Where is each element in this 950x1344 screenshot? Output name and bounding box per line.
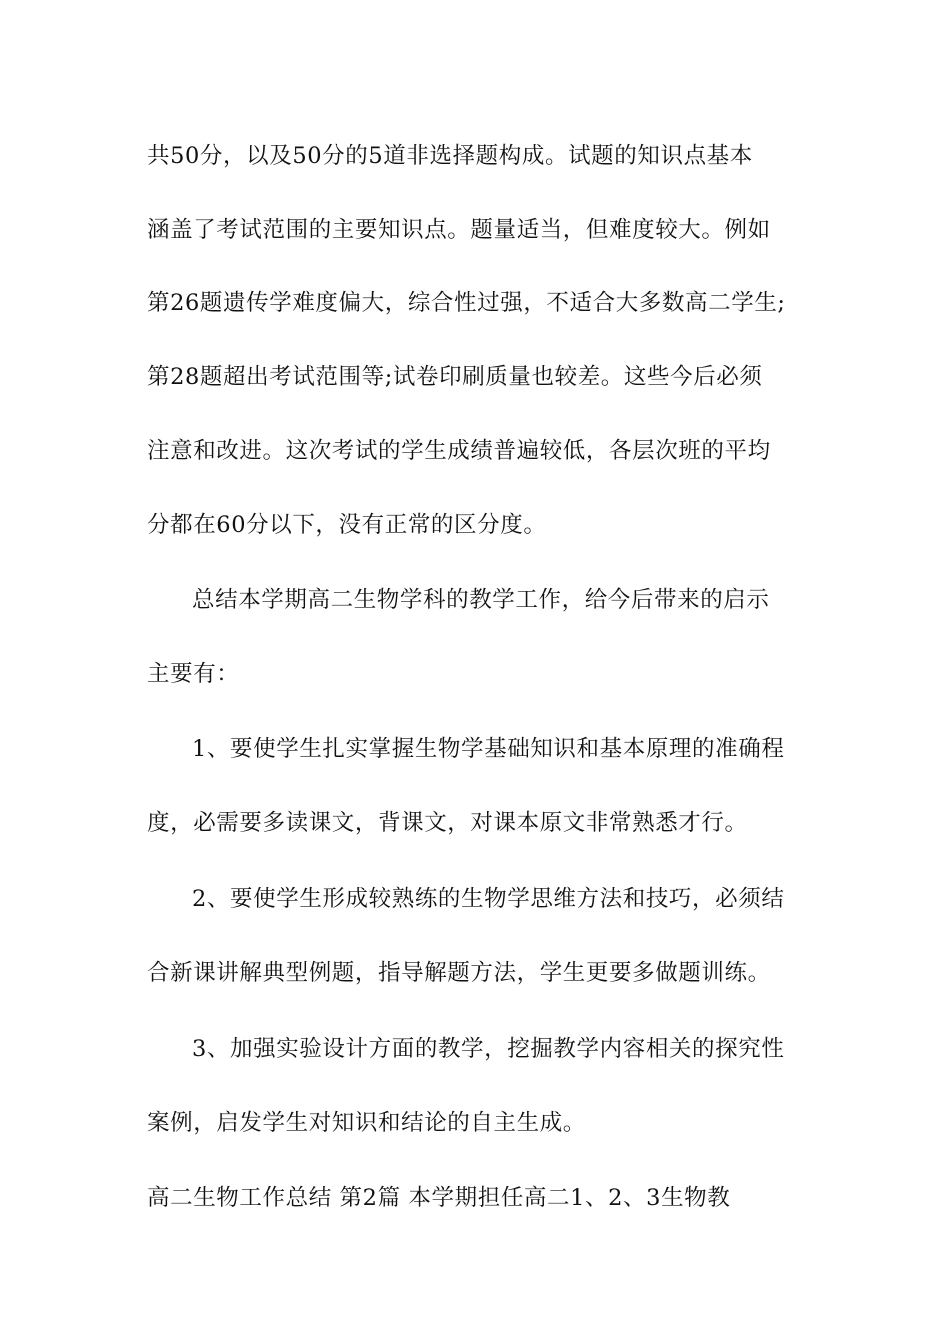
list-item-3-line: 案例，启发学生对知识和结论的自主生成。 <box>147 1110 586 1136</box>
paragraph-line: 注意和改进。这次考试的学生成绩普遍较低，各层次班的平均 <box>147 438 771 464</box>
paragraph-line: 共50分，以及50分的5道非选择题构成。试题的知识点基本 <box>147 143 753 169</box>
paragraph-line: 分都在60分以下，没有正常的区分度。 <box>147 512 547 538</box>
paragraph-line: 涵盖了考试范围的主要知识点。题量适当，但难度较大。例如 <box>147 217 771 243</box>
paragraph-line: 主要有： <box>147 661 240 687</box>
paragraph-line: 总结本学期高二生物学科的教学工作，给今后带来的启示 <box>192 587 770 613</box>
list-item-1-line: 1、要使学生扎实掌握生物学基础知识和基本原理的准确程 <box>192 736 785 762</box>
list-item-2-line: 2、要使学生形成较熟练的生物学思维方法和技巧，必须结 <box>192 886 785 912</box>
paragraph-line: 第28题超出考试范围等;试卷印刷质量也较差。这些今后必须 <box>147 364 763 390</box>
list-item-3-line: 3、加强实验设计方面的教学，挖掘教学内容相关的探究性 <box>192 1036 785 1062</box>
list-item-2-line: 合新课讲解典型例题，指导解题方法，学生更要多做题训练。 <box>147 960 771 986</box>
list-item-1-line: 度，必需要多读课文，背课文，对课本原文非常熟悉才行。 <box>147 810 748 836</box>
paragraph-line: 第26题遗传学难度偏大，综合性过强，不适合大多数高二学生; <box>147 290 786 316</box>
section-heading-line: 高二生物工作总结 第2篇 本学期担任高二1、2、3生物教 <box>147 1185 731 1211</box>
